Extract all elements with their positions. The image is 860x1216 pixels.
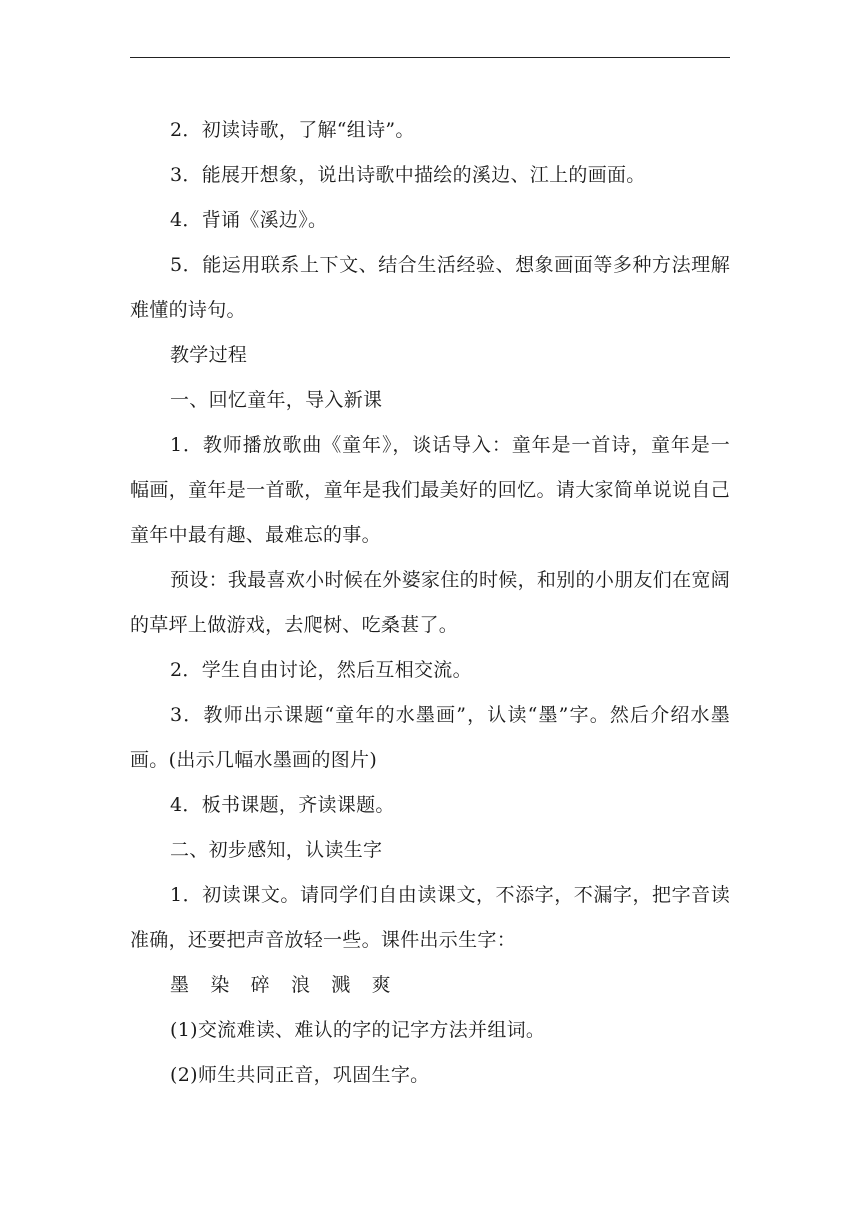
preset-answer: 预设：我最喜欢小时候在外婆家住的时候，和别的小朋友们在宽阔的草坪上做游戏，去爬树、吃桑葚了。 bbox=[130, 569, 730, 636]
objective-2: 2．初读诗歌，了解“组诗”。 bbox=[170, 119, 415, 141]
new-character: 染 bbox=[210, 974, 230, 996]
new-character: 浪 bbox=[290, 974, 311, 996]
document-body bbox=[130, 108, 730, 1098]
step-1-reading: 1．初读课文。请同学们自由读课文，不添字，不漏字，把字音读准确，还要把声音放轻一些。课件出示生字： bbox=[130, 884, 730, 951]
new-character: 墨 bbox=[170, 974, 190, 996]
new-character: 爽 bbox=[371, 974, 391, 996]
step-4-board: 4．板书课题，齐读课题。 bbox=[170, 794, 395, 816]
objective-3: 3．能展开想象，说出诗歌中描绘的溪边、江上的画面。 bbox=[170, 164, 646, 186]
new-characters-list bbox=[130, 963, 730, 1008]
step-2-discussion: 2．学生自由讨论，然后互相交流。 bbox=[170, 659, 472, 681]
new-character: 溅 bbox=[331, 974, 351, 996]
step-1-intro: 1．教师播放歌曲《童年》，谈话导入：童年是一首诗，童年是一幅画，童年是一首歌，童年是我们最美好的回忆。请大家简单说说自己童年中最有趣、最难忘的事。 bbox=[130, 434, 730, 546]
sub-item-1: (1)交流难读、难认的字的记字方法并组词。 bbox=[170, 1019, 546, 1041]
sub-item-2: (2)师生共同正音，巩固生字。 bbox=[170, 1064, 430, 1086]
step-3-title: 3．教师出示课题“童年的水墨画”，认读“墨”字。然后介绍水墨画。(出示几幅水墨画的图片) bbox=[130, 704, 730, 771]
section-heading-two: 二、初步感知，认读生字 bbox=[170, 839, 383, 861]
objective-5: 5．能运用联系上下文、结合生活经验、想象画面等多种方法理解难懂的诗句。 bbox=[130, 254, 730, 321]
objective-4: 4．背诵《溪边》。 bbox=[170, 209, 328, 231]
header-rule bbox=[130, 57, 730, 58]
new-character: 碎 bbox=[250, 974, 270, 996]
section-heading-one: 一、回忆童年，导入新课 bbox=[170, 389, 383, 411]
section-heading-process: 教学过程 bbox=[170, 344, 248, 366]
